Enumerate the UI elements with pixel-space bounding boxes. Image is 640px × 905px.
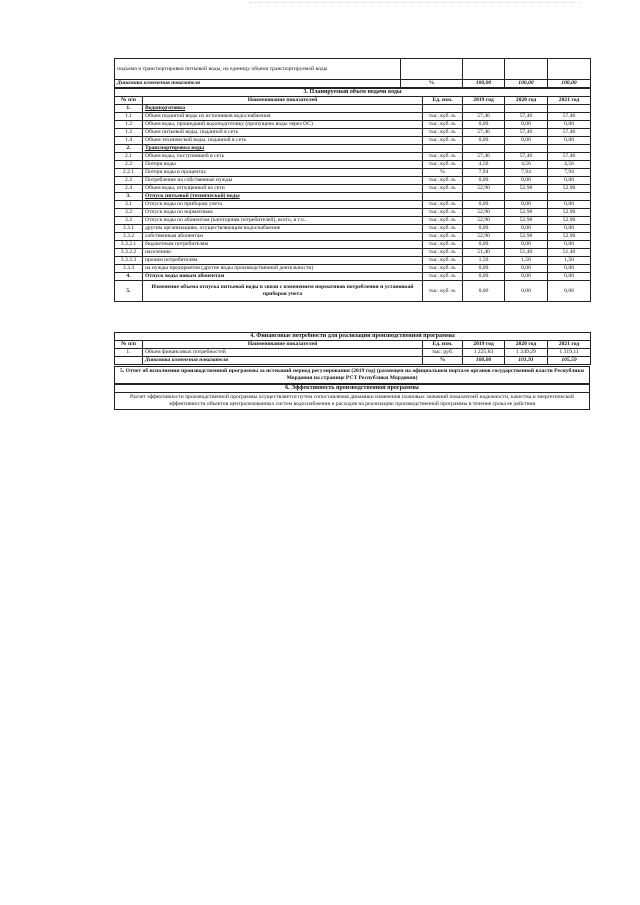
section-fragment-table (114, 58, 590, 88)
table-row: 2. Транспортировка воды (115, 145, 591, 153)
dyn-row: Динамика изменения показателя % 100,00 101,91 105,59 (115, 357, 591, 365)
table-row: 3.3.2.2 населению тыс. куб. м. 51,40 51,40 51,40 (115, 249, 591, 257)
report-section (114, 366, 590, 384)
col-header: 2020 год (505, 341, 548, 349)
col-header: Ед. изм. (423, 97, 463, 105)
scan-noise (250, 2, 580, 7)
col-header: Наименование показателей (143, 341, 423, 349)
col-header: № п/п (115, 97, 143, 105)
efficiency-section (114, 384, 590, 410)
table-row: 2.1 Объем воды, поступившей в сеть тыс. куб. м. 57,46 57,46 57,46 (115, 153, 591, 161)
col-header: 2019 год (463, 341, 505, 349)
report-text: 5. Отчет об исполнении производственной программы за истекший период регулирования (2019 год) (размещен на официальном портале органов государственной власти Республики Мордовия на странице РСТ Республики Мордовия) (115, 367, 590, 384)
section-title: 4. Финансовые потребности для реализации производственной программы (115, 333, 591, 341)
col-header: 2020 год (505, 97, 548, 105)
table-row: 2.2 Потери воды тыс. куб. м. 4,56 4,56 4,56 (115, 161, 591, 169)
table-row: 5. Изменение объема отпуска питьевой воды в связи с изменением нормативов потребления и установкой приборов учета тыс. куб. м. 0,00 0,00 0,00 (115, 281, 591, 302)
section-title: 3. Планируемый объем подачи воды (115, 89, 591, 97)
table-row: 1. Объем финансовых потребностей тыс. руб. 1 225,83 1 249,29 1 319,11 (115, 349, 591, 357)
table-row: 1.1 Объем поднятой воды из источников водоснабжения тыс. куб. м. 57,46 57,46 57,46 (115, 113, 591, 121)
table-row: 2.4 Объем воды, отпущенной из сети тыс. куб. м. 52,90 52,90 52,90 (115, 185, 591, 193)
section-title: 6. Эффективность производственной программы (115, 385, 590, 393)
col-header: 2021 год (548, 341, 591, 349)
dyn-value: 100,00 (463, 80, 505, 88)
col-header: 2019 год (463, 97, 505, 105)
efficiency-text: Расчет эффективности производственной программы осуществляется путем сопоставления динамики изменения плановых значений показателей надежности, качества и энергетической эффективности объектов централизованных систем водоснабжения и расходов на реализацию производственной программы в течение срока ее действия (115, 393, 590, 410)
table-row: 3.3.2 собственным абонентам тыс. куб. м. 52,90 52,90 52,90 (115, 233, 591, 241)
table-row: 1.3 Объем питьевой воды, поданной в сеть тыс. куб. м. 57,46 57,46 57,46 (115, 129, 591, 137)
table-row: 3.3.1 другим организациям, осуществляющим водоснабжение тыс. куб. м. 0,00 0,00 0,00 (115, 225, 591, 233)
fragment-text: подъема и транспортировки питьевой воды, на единицу объема транспортируемой воды (115, 59, 401, 80)
table-row: 4. Отпуск воды новым абонентам тыс. куб. м. 0,00 0,00 0,00 (115, 273, 591, 281)
table-row: 3.3.2.1 бюджетным потребителям тыс. куб. м. 0,00 0,00 0,00 (115, 241, 591, 249)
col-header: Наименование показателей (143, 97, 423, 105)
financial-needs-table (114, 332, 590, 365)
dyn-value: 100,00 (548, 80, 591, 88)
table-row: 3.3.3 на нужды предприятия (другие виды производственной деятельности) тыс. куб. м. 0,00 0,00 0,00 (115, 265, 591, 273)
table-row: 3. Отпуск питьевой (технической) воды (115, 193, 591, 201)
table-row: 1. Водоподготовка (115, 105, 591, 113)
table-row: 3.3.2.3 прочим потребителям тыс. куб. м. 1,50 1,50 1,50 (115, 257, 591, 265)
col-header: Ед. изм. (423, 341, 463, 349)
dyn-value: 100,00 (505, 80, 548, 88)
table-row: 2.3 Потребление на собственные нужды тыс. куб. м. 0,00 0,00 0,00 (115, 177, 591, 185)
col-header: 2021 год (548, 97, 591, 105)
table-row: 3.2 Отпуск воды по нормативам тыс. куб. м. 52,90 52,90 52,90 (115, 209, 591, 217)
table-row: 1.4 Объем технической воды, поданной в сеть тыс. куб. м. 0,00 0,00 0,00 (115, 137, 591, 145)
dyn-label: Динамика изменения показателя (115, 80, 401, 88)
table-row: 3.1 Отпуск воды по приборам учета тыс. куб. м. 0,00 0,00 0,00 (115, 201, 591, 209)
table-row: 3.3 Отпуск воды по абонентам (категориям потребителей), всего, в т.ч.: тыс. куб. м. 52,90 52,90 52,90 (115, 217, 591, 225)
table-row: 1.2 Объем воды, прошедший водоподготовку (пропущено воды через ОС) тыс. куб. м. 0,00 0,00 0,00 (115, 121, 591, 129)
col-header: № п/п (115, 341, 143, 349)
table-row: 2.2.1 Потери воды в процентах % 7,94 7,94 7,94 (115, 169, 591, 177)
planned-volume-table (114, 88, 590, 302)
dyn-unit: % (401, 80, 463, 88)
